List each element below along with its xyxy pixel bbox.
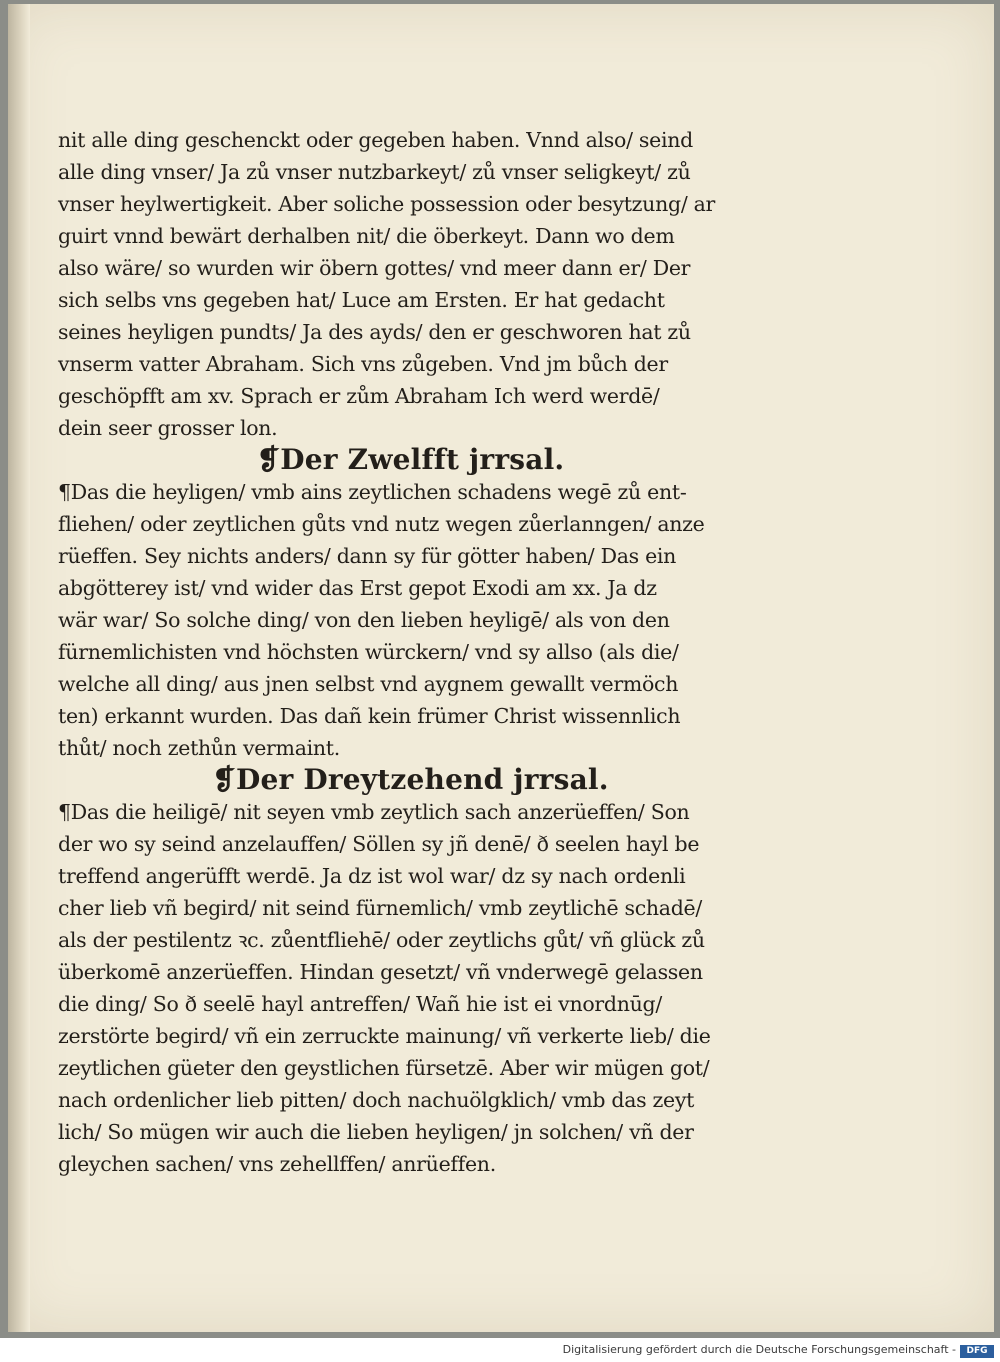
text-line: der wo sy seind anzelauffen/ Söllen sy jñ denē/ ð seelen hayl be (58, 832, 700, 856)
text-line: cher lieb vñ begird/ nit seind fürnemlich/ vmb zeytlichē schadē/ (58, 896, 702, 920)
text-line: fliehen/ oder zeytlichen gůts vnd nutz wegen zůerlanngen/ anze (58, 512, 705, 536)
text-line: nit alle ding geschenckt oder gegeben haben. Vnnd also/ seind (58, 128, 693, 152)
paragraph-block-3 (58, 796, 763, 1180)
text-line: als der pestilentz ꝛc. zůentfliehē/ oder zeytlichs gůt/ vñ glück zů (58, 928, 705, 952)
text-line: alle ding vnser/ Ja zů vnser nutzbarkeyt/ zů vnser seligkeyt/ zů (58, 160, 691, 184)
digitization-footer (0, 1342, 1000, 1362)
text-line: geschöpfft am xv. Sprach er zům Abraham Ich werd werdē/ (58, 384, 660, 408)
dfg-logo: DFG (960, 1345, 994, 1358)
text-line: wär war/ So solche ding/ von den lieben heyligē/ als von den (58, 608, 670, 632)
footer-credit: Digitalisierung gefördert durch die Deutsche Forschungsgemeinschaft - (562, 1343, 956, 1356)
text-line: guirt vnnd bewärt derhalben nit/ die öberkeyt. Dann wo dem (58, 224, 675, 248)
text-line: treffend angerüfft werdē. Ja dz ist wol war/ dz sy nach ordenli (58, 864, 686, 888)
text-line: nach ordenlicher lieb pitten/ doch nachuölgklich/ vmb das zeyt (58, 1088, 695, 1112)
text-line: ¶Das die heyligen/ vmb ains zeytlichen schadens wegē zů ent- (58, 480, 687, 504)
text-line: dein seer grosser lon. (58, 416, 278, 440)
text-line: zeytlichen güeter den geystlichen fürsetzē. Aber wir mügen got/ (58, 1056, 710, 1080)
paragraph-block-1 (58, 124, 763, 444)
book-page (8, 4, 994, 1332)
text-line: thůt/ noch zethůn vermaint. (58, 736, 340, 760)
text-line: die ding/ So ð seelē hayl antreffen/ Wañ hie ist ei vnordnūg/ (58, 992, 662, 1016)
text-line: zerstörte begird/ vñ ein zerruckte mainung/ vñ verkerte lieb/ die (58, 1024, 711, 1048)
text-line: welche all ding/ aus jnen selbst vnd aygnem gewallt vermöch (58, 672, 679, 696)
text-line: vnserm vatter Abraham. Sich vns zůgeben. Vnd jm bůch der (58, 352, 668, 376)
text-line: rüeffen. Sey nichts anders/ dann sy für götter haben/ Das ein (58, 544, 677, 568)
text-line: vnser heylwertigkeit. Aber soliche possession oder besytzung/ ar (58, 192, 716, 216)
text-line: sich selbs vns gegeben hat/ Luce am Ersten. Er hat gedacht (58, 288, 665, 312)
text-line: gleychen sachen/ vns zehellffen/ anrüeffen. (58, 1152, 496, 1176)
text-line: lich/ So mügen wir auch die lieben heyligen/ jn solchen/ vñ der (58, 1120, 694, 1144)
text-line: abgötterey ist/ vnd wider das Erst gepot Exodi am xx. Ja dz (58, 576, 657, 600)
page-binding-shadow (8, 4, 30, 1332)
section-heading-2: ❡Der Dreytzehend jrrsal. (212, 763, 609, 796)
text-line: ten) erkannt wurden. Das dañ kein frümer Christ wissennlich (58, 704, 681, 728)
text-line: also wäre/ so wurden wir öbern gottes/ vnd meer dann er/ Der (58, 256, 691, 280)
text-line: ¶Das die heiligē/ nit seyen vmb zeytlich sach anzerüeffen/ Son (58, 800, 690, 824)
text-line: überkomē anzerüeffen. Hindan gesetzt/ vñ vnderwegē gelassen (58, 960, 703, 984)
paragraph-block-2 (58, 476, 763, 764)
text-line: fürnemlichisten vnd höchsten würckern/ vnd sy allso (als die/ (58, 640, 679, 664)
section-heading-1: ❡Der Zwelfft jrrsal. (256, 443, 565, 476)
page-text-block (58, 124, 763, 1180)
text-line: seines heyligen pundts/ Ja des ayds/ den er geschworen hat zů (58, 320, 691, 344)
